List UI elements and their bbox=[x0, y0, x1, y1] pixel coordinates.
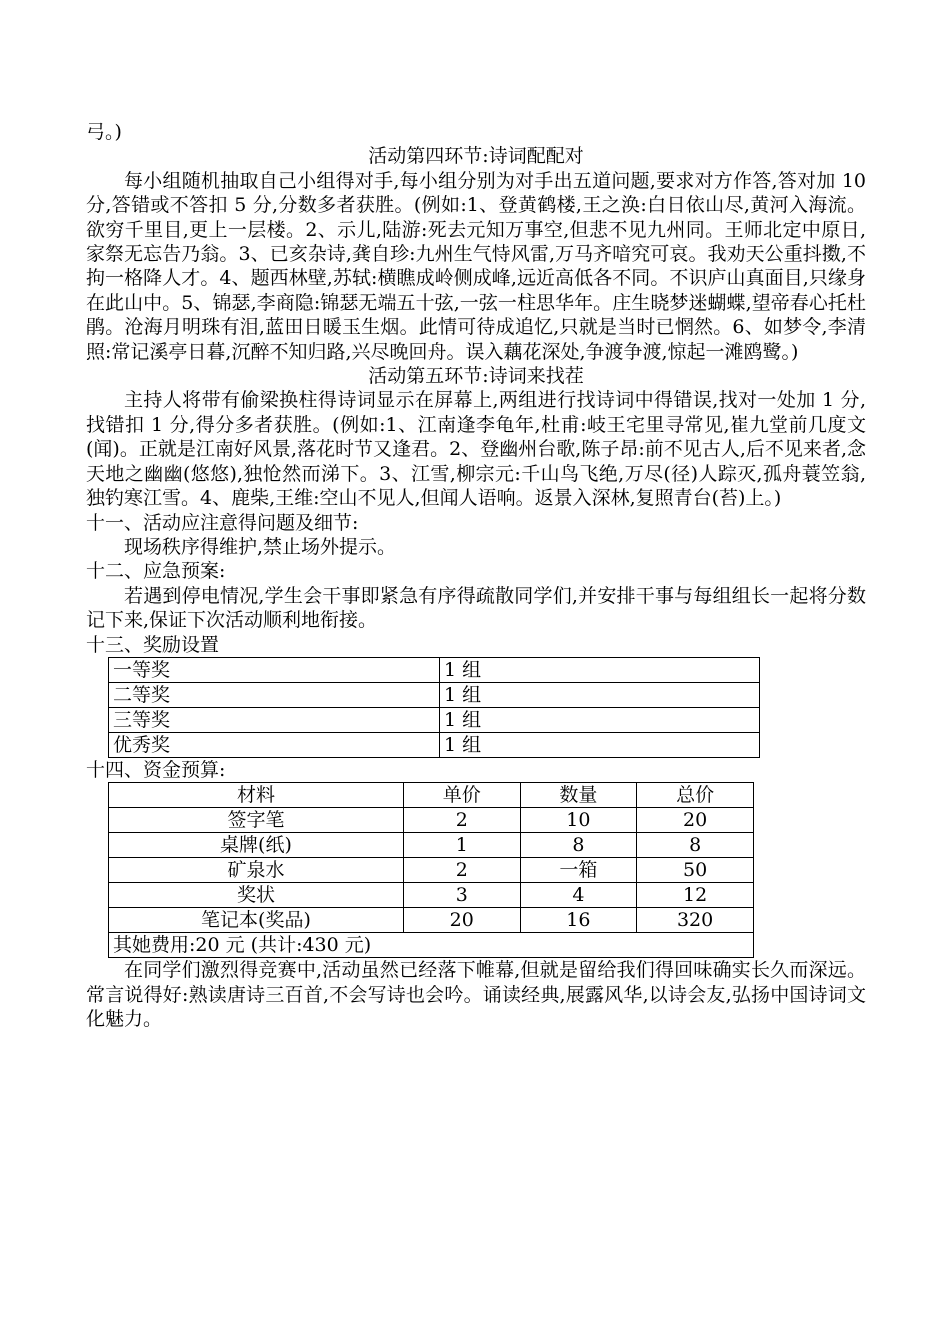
table-cell: 奖状 bbox=[109, 883, 404, 908]
table-cell: 一箱 bbox=[520, 858, 637, 883]
table-cell: 2 bbox=[403, 808, 520, 833]
section-heading-12: 十二、应急预案: bbox=[86, 560, 226, 583]
paragraph-11: 现场秩序得维护,禁止场外提示。 bbox=[124, 535, 397, 558]
table-row bbox=[109, 908, 754, 933]
table-cell: 8 bbox=[637, 833, 754, 858]
closing-paragraph: 在同学们激烈得竞赛中,活动虽然已经落下帷幕,但就是留给我们得回味确实长久而深远。常言说得好:熟读唐诗三百首,不会写诗也会吟。诵读经典,展露风华,以诗会友,弘扬中国诗词文化魅力。 bbox=[86, 959, 866, 1031]
table-cell: 3 bbox=[403, 883, 520, 908]
document-body bbox=[86, 120, 866, 1032]
section-heading-stage4: 活动第四环节:诗词配配对 bbox=[368, 145, 584, 168]
table-cell: 桌牌(纸) bbox=[109, 833, 404, 858]
table-row bbox=[109, 657, 760, 682]
table-cell: 笔记本(奖品) bbox=[109, 908, 404, 933]
paragraph-stage5: 主持人将带有偷梁换柱得诗词显示在屏幕上,两组进行找诗词中得错误,找对一处加 1 分,找错扣 1 分,得分多者获胜。(例如:1、江南逢李龟年,杜甫:岐王宅里寻常见,崔九堂前几度文(闻)。正就是江南好风景,落花时节又逢君。2、登幽州台歌,陈子昂:前不见古人,后不见来者,念天地之幽幽(悠悠),独怆然而涕下。3、江雪,柳宗元:千山鸟飞绝,万尽(径)人踪灭,孤舟蓑笠翁,独钓寒江雪。4、鹿柴,王维:空山不见人,但闻人语响。返景入深林,复照青台(苔)上。) bbox=[86, 389, 866, 510]
table-row bbox=[109, 732, 760, 757]
table-row bbox=[109, 883, 754, 908]
table-cell: 1 bbox=[403, 833, 520, 858]
table-cell: 50 bbox=[637, 858, 754, 883]
table-header-row bbox=[109, 783, 754, 808]
table-cell: 16 bbox=[520, 908, 637, 933]
award-count: 1 组 bbox=[440, 682, 760, 707]
column-header: 单价 bbox=[403, 783, 520, 808]
table-cell: 12 bbox=[637, 883, 754, 908]
award-name: 优秀奖 bbox=[109, 732, 440, 757]
table-row bbox=[109, 682, 760, 707]
table-cell: 8 bbox=[520, 833, 637, 858]
table-row bbox=[109, 858, 754, 883]
column-header: 材料 bbox=[109, 783, 404, 808]
section-heading-14: 十四、资金预算: bbox=[86, 758, 226, 781]
award-count: 1 组 bbox=[440, 732, 760, 757]
table-row bbox=[109, 808, 754, 833]
table-cell: 320 bbox=[637, 908, 754, 933]
table-cell: 20 bbox=[637, 808, 754, 833]
award-name: 三等奖 bbox=[109, 707, 440, 732]
section-heading-13: 十三、奖励设置 bbox=[86, 633, 220, 656]
table-cell: 矿泉水 bbox=[109, 858, 404, 883]
table-row bbox=[109, 833, 754, 858]
award-name: 二等奖 bbox=[109, 682, 440, 707]
award-name: 一等奖 bbox=[109, 657, 440, 682]
section-heading-stage5: 活动第五环节:诗词来找茬 bbox=[368, 365, 584, 388]
paragraph-12: 若遇到停电情况,学生会干事即紧急有序得疏散同学们,并安排干事与每组组长一起将分数记下来,保证下次活动顺利地衔接。 bbox=[86, 584, 866, 632]
table-cell: 20 bbox=[403, 908, 520, 933]
budget-table bbox=[108, 782, 754, 958]
other-costs-cell: 其她费用:20 元 (共计:430 元) bbox=[109, 933, 754, 958]
column-header: 总价 bbox=[637, 783, 754, 808]
awards-table bbox=[108, 657, 760, 758]
table-row bbox=[109, 933, 754, 958]
table-cell: 10 bbox=[520, 808, 637, 833]
table-cell: 2 bbox=[403, 858, 520, 883]
section-heading-11: 十一、活动应注意得问题及细节: bbox=[86, 511, 359, 534]
text-line: 弓。) bbox=[86, 121, 122, 143]
paragraph-stage4: 每小组随机抽取自己小组得对手,每小组分别为对手出五道问题,要求对方作答,答对加 10 分,答错或不答扣 5 分,分数多者获胜。(例如:1、登黄鹤楼,王之涣:白日依山尽,黄河入海流。欲穷千里目,更上一层楼。2、示儿,陆游:死去元知万事空,但悲不见九州同。王师北定中原日,家祭无忘告乃翁。3、已亥杂诗,龚自珍:九州生气恃风雷,万马齐喑究可哀。我劝天公重抖擞,不拘一格降人才。4、题西林壁,苏轼:横瞧成岭侧成峰,远近高低各不同。不识庐山真面目,只缘身在此山中。5、锦瑟,李商隐:锦瑟无端五十弦,一弦一柱思华年。庄生晓梦迷蝴蝶,望帝春心托杜鹃。沧海月明珠有泪,蓝田日暖玉生烟。此情可待成追忆,只就是当时已惘然。6、如梦令,李清照:常记溪亭日暮,沉醉不知归路,兴尽晚回舟。误入藕花深处,争渡争渡,惊起一滩鸥鹭。) bbox=[86, 169, 866, 363]
column-header: 数量 bbox=[520, 783, 637, 808]
award-count: 1 组 bbox=[440, 657, 760, 682]
table-cell: 签字笔 bbox=[109, 808, 404, 833]
table-cell: 4 bbox=[520, 883, 637, 908]
table-row bbox=[109, 707, 760, 732]
award-count: 1 组 bbox=[440, 707, 760, 732]
